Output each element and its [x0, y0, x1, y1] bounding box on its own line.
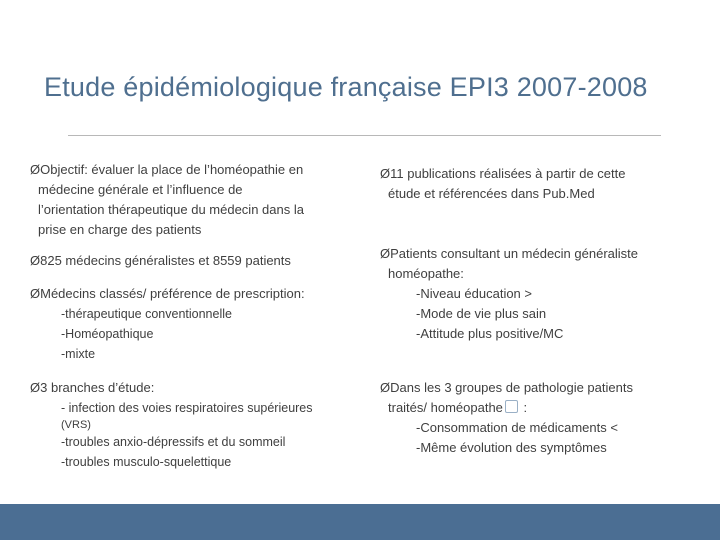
- classification-item: -mixte: [61, 347, 96, 361]
- branch-item-note: (VRS): [61, 419, 91, 431]
- arrow-bullet-icon: Ø: [30, 253, 41, 268]
- classification-block: [30, 284, 305, 364]
- classification-item: -thérapeutique conventionnelle: [61, 307, 232, 321]
- objective-block: [30, 160, 304, 240]
- participants-text: 825 médecins généralistes et 8559 patients: [40, 253, 291, 268]
- arrow-bullet-icon: Ø: [380, 380, 391, 395]
- patients-item: -Attitude plus positive/MC: [416, 326, 564, 341]
- branches-block: [30, 378, 313, 472]
- resize-handle-icon: [505, 400, 518, 413]
- arrow-bullet-icon: Ø: [30, 380, 41, 395]
- patients-item: -Niveau éducation >: [416, 286, 532, 301]
- classification-heading: Médecins classés/ préférence de prescription:: [40, 286, 305, 301]
- groups-block: [380, 378, 633, 458]
- arrow-bullet-icon: Ø: [30, 162, 41, 177]
- slide-title: Etude épidémiologique française EPI3 2007-2008: [44, 72, 648, 102]
- arrow-bullet-icon: Ø: [30, 286, 41, 301]
- objective-line-1: Objectif: évaluer la place de l’homéopathie en: [40, 162, 304, 177]
- arrow-bullet-icon: Ø: [380, 166, 391, 181]
- objective-line-3: l’orientation thérapeutique du médecin dans la: [38, 202, 304, 217]
- groups-line-2b: :: [523, 400, 528, 415]
- groups-item: -Consommation de médicaments <: [416, 420, 618, 435]
- groups-line-1: Dans les 3 groupes de pathologie patients: [390, 380, 633, 395]
- title-divider: [68, 135, 661, 136]
- patients-line-2: homéopathe:: [388, 266, 464, 281]
- publications-line-1: 11 publications réalisées à partir de cette: [390, 166, 626, 181]
- classification-item: -Homéopathique: [61, 327, 154, 341]
- groups-line-2: [380, 398, 633, 418]
- groups-line-2a: traités/ homéopathe: [388, 400, 503, 415]
- objective-line-2: médecine générale et l’influence de: [38, 182, 243, 197]
- patients-block: [380, 244, 638, 344]
- footer-bar: [0, 504, 720, 540]
- patients-item: -Mode de vie plus sain: [416, 306, 547, 321]
- branch-item: -troubles musculo-squelettique: [61, 455, 232, 469]
- patients-line-1: Patients consultant un médecin généraliste: [390, 246, 639, 261]
- branches-heading: 3 branches d’étude:: [40, 380, 155, 395]
- groups-item: -Même évolution des symptômes: [416, 440, 607, 455]
- branch-item: - infection des voies respiratoires supérieures: [61, 401, 313, 415]
- arrow-bullet-icon: Ø: [380, 246, 391, 261]
- publications-line-2: étude et référencées dans Pub.Med: [388, 186, 595, 201]
- objective-line-4: prise en charge des patients: [38, 222, 202, 237]
- branch-item: -troubles anxio-dépressifs et du sommeil: [61, 435, 286, 449]
- participants-block: [30, 251, 291, 271]
- publications-block: [380, 164, 625, 204]
